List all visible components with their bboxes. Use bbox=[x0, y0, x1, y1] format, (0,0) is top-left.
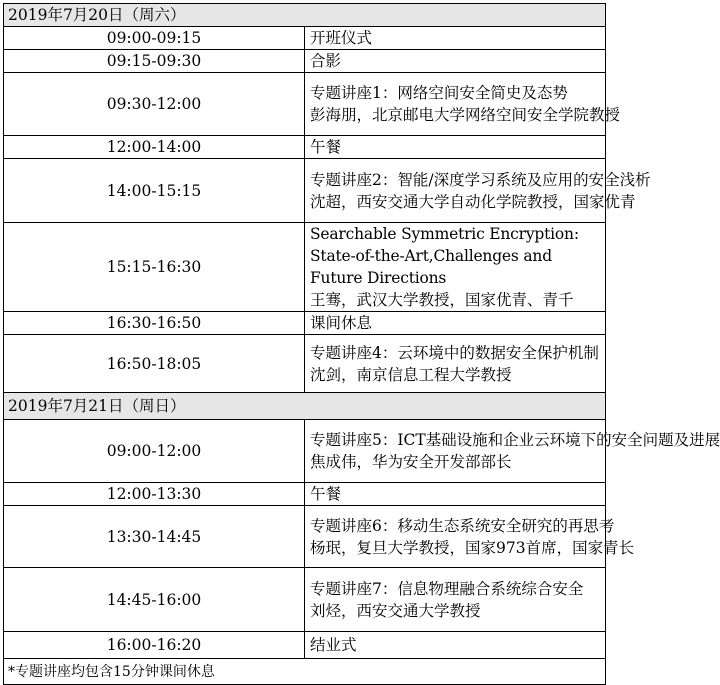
session-cell bbox=[305, 568, 606, 632]
session-speaker: 刘烃，西安交通大学教授 bbox=[310, 601, 481, 620]
session-time: 13:30-14:45 bbox=[4, 506, 305, 568]
session-title: 开班仪式 bbox=[305, 27, 606, 50]
session-speaker: 杨珉，复旦大学教授，国家973首席，国家青长 bbox=[310, 538, 635, 557]
table-row bbox=[4, 223, 606, 312]
session-time: 09:15-09:30 bbox=[4, 50, 305, 73]
session-time: 12:00-13:30 bbox=[4, 483, 305, 506]
table-row bbox=[4, 312, 606, 335]
session-time: 14:00-15:15 bbox=[4, 159, 305, 223]
session-time: 14:45-16:00 bbox=[4, 568, 305, 632]
session-title: 专题讲座6：移动生态系统安全研究的再思考 bbox=[310, 516, 615, 535]
session-title: 合影 bbox=[305, 50, 606, 73]
day-header: 2019年7月20日（周六） bbox=[4, 4, 606, 27]
session-cell bbox=[305, 506, 635, 568]
table-row bbox=[4, 335, 606, 393]
session-time: 16:30-16:50 bbox=[4, 312, 305, 335]
day-header-row bbox=[4, 4, 606, 27]
footnote-row bbox=[4, 659, 606, 685]
session-speaker: 彭海朋，北京邮电大学网络空间安全学院教授 bbox=[310, 106, 621, 124]
session-title: 结业式 bbox=[305, 632, 606, 659]
table-row bbox=[4, 568, 606, 632]
session-time: 16:50-18:05 bbox=[4, 335, 305, 393]
session-cell bbox=[305, 420, 720, 483]
session-speaker: 沈剑，南京信息工程大学教授 bbox=[310, 365, 512, 384]
table-row bbox=[4, 632, 606, 659]
table-row bbox=[4, 27, 606, 50]
table-row bbox=[4, 506, 606, 568]
session-cell bbox=[305, 73, 621, 136]
session-title: 午餐 bbox=[305, 136, 606, 159]
table-row bbox=[4, 159, 606, 223]
day-header-row bbox=[4, 393, 606, 420]
session-title: 专题讲座4：云环境中的数据安全保护机制 bbox=[310, 343, 599, 362]
session-title: 专题讲座7：信息物理融合系统综合安全 bbox=[310, 579, 584, 598]
session-time: 16:00-16:20 bbox=[4, 632, 305, 659]
table-row bbox=[4, 420, 606, 483]
session-speaker: 焦成伟，华为安全开发部部长 bbox=[310, 453, 512, 471]
session-time: 09:00-12:00 bbox=[4, 420, 305, 483]
session-title: 专题讲座1：网络空间安全简史及态势 bbox=[310, 84, 568, 102]
session-speaker: 沈超，西安交通大学自动化学院教授，国家优青 bbox=[310, 192, 636, 211]
table-row bbox=[4, 50, 606, 73]
table-row bbox=[4, 136, 606, 159]
session-time: 15:15-16:30 bbox=[4, 223, 305, 312]
session-title: 课间休息 bbox=[305, 312, 606, 335]
session-cell bbox=[305, 159, 651, 223]
schedule-table bbox=[3, 3, 720, 685]
table-row bbox=[4, 483, 606, 506]
session-title: 专题讲座2：智能/深度学习系统及应用的安全浅析 bbox=[310, 170, 651, 189]
session-time: 09:30-12:00 bbox=[4, 73, 305, 136]
day-header: 2019年7月21日（周日） bbox=[4, 393, 606, 420]
session-cell bbox=[305, 335, 606, 393]
session-time: 12:00-14:00 bbox=[4, 136, 305, 159]
session-title: 午餐 bbox=[305, 483, 606, 506]
table-row bbox=[4, 73, 606, 136]
footnote: *专题讲座均包含15分钟课间休息 bbox=[4, 659, 606, 685]
session-speaker: 王骞，武汉大学教授，国家优青、青千 bbox=[310, 291, 574, 309]
session-time: 09:00-09:15 bbox=[4, 27, 305, 50]
session-cell bbox=[305, 223, 606, 312]
session-title: 专题讲座5：ICT基础设施和企业云环境下的安全问题及进展 bbox=[310, 431, 720, 449]
session-title: Searchable Symmetric Encryption: State-of-the-Art,Challenges and Future Directions bbox=[310, 225, 579, 287]
